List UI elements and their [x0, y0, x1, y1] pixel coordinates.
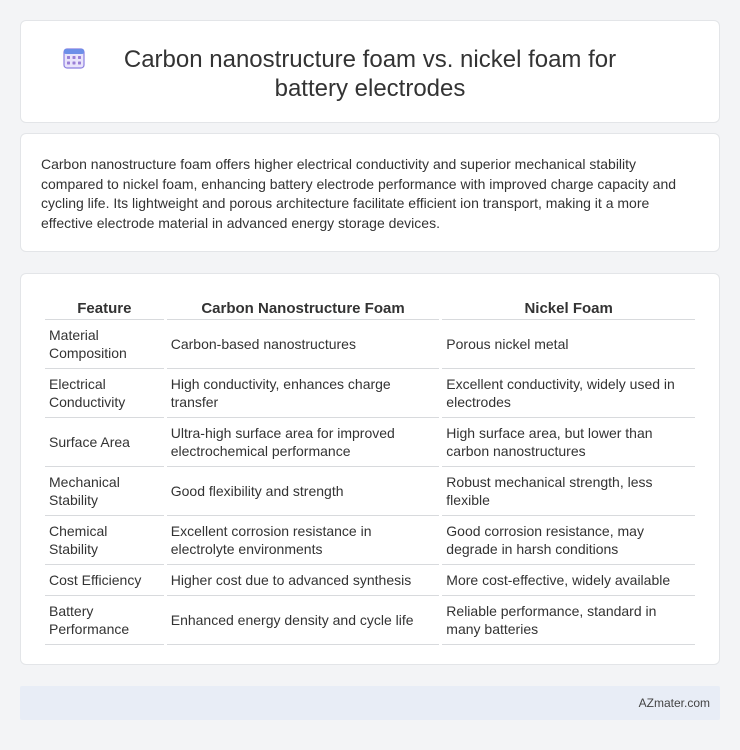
header-carbon-foam: Carbon Nanostructure Foam	[167, 295, 440, 320]
title-card	[20, 20, 720, 123]
table-row	[45, 320, 695, 369]
feature-cell: Mechanical Stability	[45, 467, 164, 516]
comparison-table-card	[20, 273, 720, 665]
footer-bar	[20, 686, 720, 720]
nickel-cell: High surface area, but lower than carbon nanostructures	[442, 418, 695, 467]
comparison-table	[42, 295, 698, 645]
carbon-cell: Carbon-based nanostructures	[167, 320, 440, 369]
feature-cell: Surface Area	[45, 418, 164, 467]
feature-cell: Battery Performance	[45, 596, 164, 645]
header-nickel-foam: Nickel Foam	[442, 295, 695, 320]
carbon-cell: Excellent corrosion resistance in electrolyte environments	[167, 516, 440, 565]
page-title: Carbon nanostructure foam vs. nickel foam for battery electrodes	[123, 46, 617, 102]
calendar-grid-icon	[63, 47, 85, 69]
carbon-cell: Higher cost due to advanced synthesis	[167, 565, 440, 596]
nickel-cell: Excellent conductivity, widely used in electrodes	[442, 369, 695, 418]
footer-brand[interactable]: AZmater.com	[638, 696, 710, 710]
nickel-cell: Reliable performance, standard in many batteries	[442, 596, 695, 645]
summary-text: Carbon nanostructure foam offers higher electrical conductivity and superior mechanical stability compared to nickel foam, enhancing battery electrode performance with improved charge capacity and cycling life. Its lightweight and porous architecture facilitate efficient ion transport, making it a more effective electrode material in advanced energy storage devices.	[41, 156, 677, 231]
carbon-cell: Ultra-high surface area for improved electrochemical performance	[167, 418, 440, 467]
carbon-cell: Enhanced energy density and cycle life	[167, 596, 440, 645]
page-title-wrap	[21, 45, 719, 103]
summary-card	[20, 133, 720, 252]
table-row	[45, 467, 695, 516]
feature-cell: Material Composition	[45, 320, 164, 369]
nickel-cell: Good corrosion resistance, may degrade in harsh conditions	[442, 516, 695, 565]
nickel-cell: More cost-effective, widely available	[442, 565, 695, 596]
feature-cell: Electrical Conductivity	[45, 369, 164, 418]
table-row	[45, 516, 695, 565]
carbon-cell: Good flexibility and strength	[167, 467, 440, 516]
nickel-cell: Robust mechanical strength, less flexible	[442, 467, 695, 516]
table-row	[45, 565, 695, 596]
table-header-row	[45, 295, 695, 320]
table-row	[45, 369, 695, 418]
nickel-cell: Porous nickel metal	[442, 320, 695, 369]
feature-cell: Chemical Stability	[45, 516, 164, 565]
table-row	[45, 596, 695, 645]
header-feature: Feature	[45, 295, 164, 320]
table-row	[45, 418, 695, 467]
carbon-cell: High conductivity, enhances charge transfer	[167, 369, 440, 418]
feature-cell: Cost Efficiency	[45, 565, 164, 596]
